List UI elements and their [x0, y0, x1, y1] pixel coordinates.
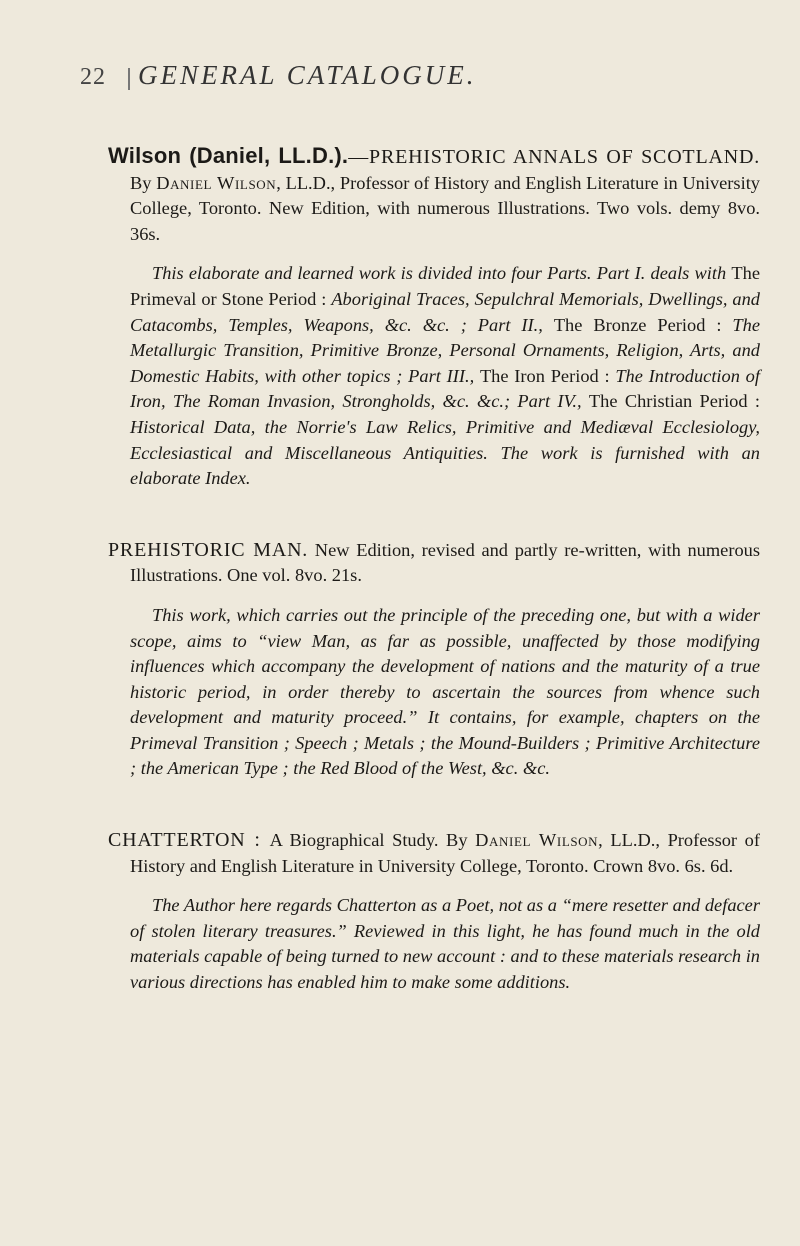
entry-description — [108, 828, 760, 879]
entry-by-name: Daniel Wilson — [156, 172, 277, 193]
catalogue-entry-chatterton — [108, 828, 760, 996]
running-title: GENERAL CATALOGUE. — [138, 60, 477, 90]
note-segment: The Metallurgic Transition, Primitive Bronze, Personal Ornaments, Religion, Arts, and Domestic Habits, with other topics ; Part III., — [130, 314, 760, 386]
note-segment: This elaborate and learned work is divided into four Parts. Part I. deals with — [152, 263, 732, 284]
entry-description — [108, 538, 760, 589]
entry-note — [108, 603, 760, 782]
entry-note — [108, 893, 760, 995]
entry-details: New Edition, revised and partly re-written, with numerous Illustrations. One vol. 8vo. 21s. — [130, 539, 760, 586]
entry-title: CHATTERTON : — [108, 829, 270, 852]
catalogue-entry-prehistoric-man — [108, 538, 760, 782]
note-segment: The Iron Period : — [479, 365, 616, 386]
entry-title: —PREHISTORIC ANNALS OF SCOTLAND. — [348, 146, 760, 168]
header-divider — [128, 68, 130, 90]
page-number: 22 — [80, 64, 106, 90]
entry-title: PREHISTORIC MAN. — [108, 538, 309, 561]
note-segment: The Christian Period : — [588, 391, 760, 412]
note-segment: The Author here regards Chatterton as a Poet, not as a “mere resetter and defacer of stolen literary treasures.” Reviewed in this light, he has found much in the old materials capable of being turned to new account : and to these materials research in various directions has enabled him to make some additions. — [130, 895, 760, 993]
note-segment: The Bronze Period : — [553, 314, 733, 335]
catalogue-entries — [108, 143, 760, 996]
entry-details-pre: A Biographical Study. By — [269, 830, 476, 851]
note-segment: Aboriginal Traces, Sepulchral Memorials, Dwellings, and Catacombs, Temples, Weapons, &c. &c. ; Part II., — [130, 288, 760, 335]
entry-by-name: Daniel Wilson — [475, 830, 599, 851]
note-segment: The Introduction of Iron, The Roman Invasion, Strongholds, &c. &c.; Part IV., — [130, 365, 760, 412]
catalogue-entry-prehistoric-annals — [108, 143, 760, 492]
note-segment: The Primeval or Stone Period : — [130, 263, 760, 309]
note-segment: This work, which carries out the principle of the preceding one, but with a wider scope, aims to “view Man, as far as possible, unaffected by those modifying influences which accompany the development of nations and the maturity of a true historic period, in order thereby to ascertain the sources from whence such development and maturity proceed.” It contains, for example, chapters on the Primeval Transition ; Speech ; Metals ; the Mound-Builders ; Primitive Architecture ; the American Type ; the Red Blood of the West, &c. &c. — [130, 604, 760, 779]
entry-note — [108, 261, 760, 491]
entry-details: , LL.D., Professor of History and English Literature in University College, Toronto. Crown 8vo. 6s. 6d. — [130, 830, 760, 876]
entry-description — [108, 143, 760, 247]
page-header — [0, 56, 800, 96]
entry-details: , LL.D., Professor of History and English Literature in University College, Toronto. New Edition, with numerous Illustrations. Two vols. demy 8vo. 36s. — [130, 172, 761, 244]
entry-by-prefix: By — [130, 172, 157, 193]
entry-author: Wilson (Daniel, LL.D.). — [108, 143, 349, 168]
note-segment: Historical Data, the Norrie's Law Relics, Primitive and Mediæval Ecclesiology, Ecclesiastical and Miscellaneous Antiquities. The work is furnished with an elaborate Index. — [130, 416, 760, 489]
